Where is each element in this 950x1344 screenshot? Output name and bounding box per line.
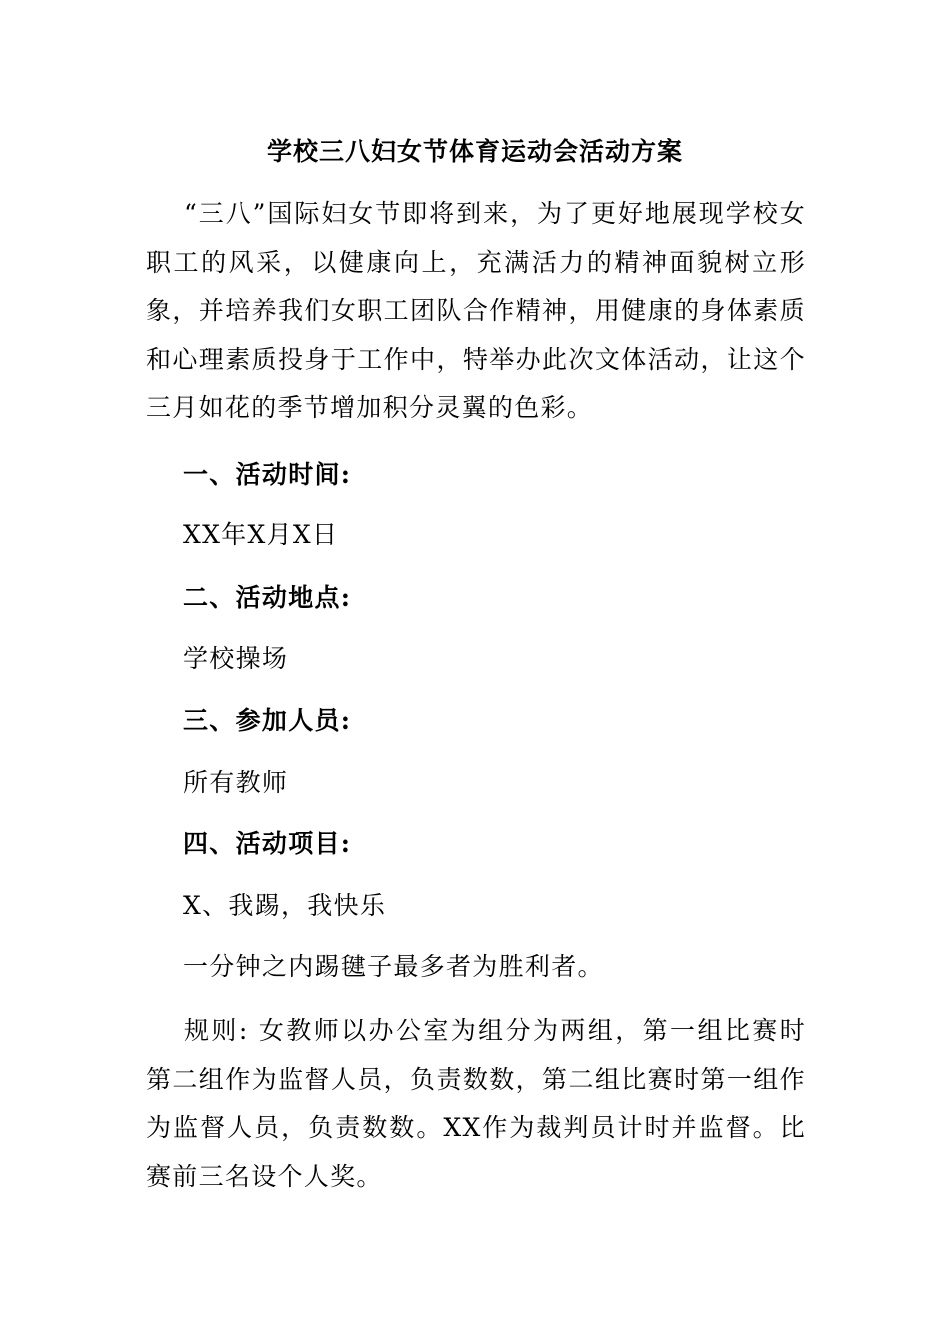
document-title: 学校三八妇女节体育运动会活动方案: [266, 137, 683, 166]
section-content-event-name: X、我踢，我快乐: [183, 891, 387, 920]
section-heading-events: 四、活动项目:: [183, 829, 352, 858]
intro-paragraph: “三八”国际妇女节即将到来，为了更好地展现学校女职工的风采，以健康向上，充满活力的精神面貌树立形象，并培养我们女职工团队合作精神，用健康的身体素质和心理素质投身于工作中，特举办此次文体活动，让这个三月如花的季节增加积分灵翼的色彩。: [146, 199, 806, 422]
section-heading-location: 二、活动地点:: [183, 583, 352, 612]
section-heading-time: 一、活动时间:: [183, 460, 352, 489]
event-description: 一分钟之内踢毽子最多者为胜利者。: [183, 952, 604, 981]
section-content-time: XX年X月X日: [183, 520, 339, 549]
section-content-location: 学校操场: [183, 644, 289, 673]
rules-paragraph: 规则: 女教师以办公室为组分为两组，第一组比赛时第二组作为监督人员，负责数数，第二组比赛时第一组作为监督人员，负责数数。XX作为裁判员计时并监督。比赛前三名设个人奖。: [146, 1016, 806, 1191]
section-heading-participants: 三、参加人员:: [183, 706, 352, 735]
section-content-participants: 所有教师: [183, 768, 289, 797]
